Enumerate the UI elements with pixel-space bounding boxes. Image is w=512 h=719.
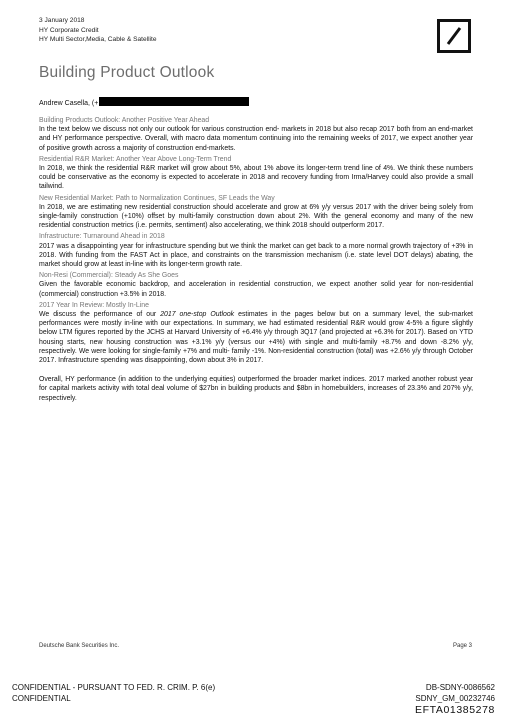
section-heading: Building Products Outlook: Another Positive Year Ahead xyxy=(39,117,210,124)
report-header xyxy=(39,16,157,45)
section-paragraph: 2017 was a disappointing year for infrastructure spending but we think the market can get back to a more normal growth trajectory of +3% in 2018. With funding from the FAST Act in place, and constraints on the transmission mechanism (i.e. state level DOT delays) abating, the market should grow at least in-line with its longer-term growth rate. xyxy=(39,242,474,269)
page-title: Building Product Outlook xyxy=(39,64,215,81)
bates-stamp: DB-SDNY-0086562 SDNY_GM_00232746 EFTA01385278 xyxy=(415,683,495,716)
section-heading: 2017 Year In Review: Mostly In-Line xyxy=(39,301,149,309)
page-number: Page 3 xyxy=(453,643,473,649)
section-residential-rr xyxy=(39,155,473,192)
deutsche-bank-logo-icon xyxy=(437,19,471,53)
section-paragraph: In 2018, we are estimating new residential construction should accelerate and grow at 6% y/y versus 2017 with the driver being solely from single-family construction (+10%) offset by multi-family construction down about 2%. With the general economy and many of the new residential construction metrics (i.e. permits, sentiment) also accelerating, we think 2018 should outperform 2017. xyxy=(39,203,474,230)
section-paragraph: In 2018, we think the residential R&R market will grow about 5%, about 1% above its longer-term trend line of 4%. We think these numbers could be conservative as the economy is expected to accelerate in 2018 and recovery funding from Irma/Harvey could also provide a small tailwind. xyxy=(39,165,474,191)
section-infrastructure xyxy=(39,232,473,269)
author-name: Andrew Casella, (+ xyxy=(39,100,99,107)
section-non-residential xyxy=(39,271,473,299)
section-heading: Infrastructure: Turnaround Ahead in 2018 xyxy=(39,233,165,241)
footer-company: Deutsche Bank Securities Inc. xyxy=(39,643,120,649)
section-heading: Non-Resi (Commercial): Steady As She Goes xyxy=(39,272,179,280)
article-body xyxy=(39,116,473,403)
section-year-in-review xyxy=(39,301,473,365)
report-date: 3 January 2018 xyxy=(39,17,85,24)
report-category: HY Corporate Credit xyxy=(39,26,99,34)
report-sector: HY Multi Sector,Media, Cable & Satellite xyxy=(39,36,157,44)
confidential-notice: CONFIDENTIAL - PURSUANT TO FED. R. CRIM. P. 6(e) CONFIDENTIAL xyxy=(12,683,216,703)
section-paragraph: Given the favorable economic backdrop, and acceleration in residential construction, we expect another solid year for non-residential (commercial) construction +3.5% in 2018. xyxy=(39,281,474,298)
outlook-title-italic: 2017 one-stop Outlook xyxy=(160,311,235,319)
author-line xyxy=(39,97,249,109)
section-new-residential xyxy=(39,194,473,231)
closing-paragraph: Overall, HY performance (in addition to the underlying equities) outperformed the broader market indices. 2017 marked another robust year for capital markets activity with total deal volume of $27bn in building products and $8bn in homebuilders, increases of 23.3% and 207% y/y, respectively. xyxy=(39,376,474,402)
section-heading: Residential R&R Market: Another Year Above Long-Term Trend xyxy=(39,155,232,163)
section-outlook xyxy=(39,116,473,153)
slash-icon xyxy=(440,22,468,50)
section-paragraph: We discuss the performance of our 2017 one-stop Outlook estimates in the pages below but on a summary level, the sub-market performances were mostly in-line with our expectations. In summary, we had estimated residential R&R would grow 4-5% a figure slightly below LTM figures reported by the JCHS at Harvard University of +6.4% y/y through 3Q17 (and projected at +6.3% for 2017). Based on YTD housing starts, new housing construction was +3.1% y/y (versus our +4%) with single and multi-family +8.7% and down -8.2% y/y, respectively. We were looking for single-family +7% and multi- family -1%. Non-residential construction (total) was +2.6% y/y through October 2017. Infrastructure spending was disappointing, down about 3% in 2017. xyxy=(39,311,474,365)
section-paragraph: In the text below we discuss not only our outlook for various construction end- markets in 2018 but also recap 2017 both from an end-market and HY performance perspective. Overall, with macro data momentum continuing into the remaining weeks of 2017, we expect another year of positive growth across a majority of construction end-markets. xyxy=(39,126,474,152)
section-heading: New Residential Market: Path to Normalization Continues, SF Leads the Way xyxy=(39,194,275,202)
redaction-bar xyxy=(99,97,249,106)
